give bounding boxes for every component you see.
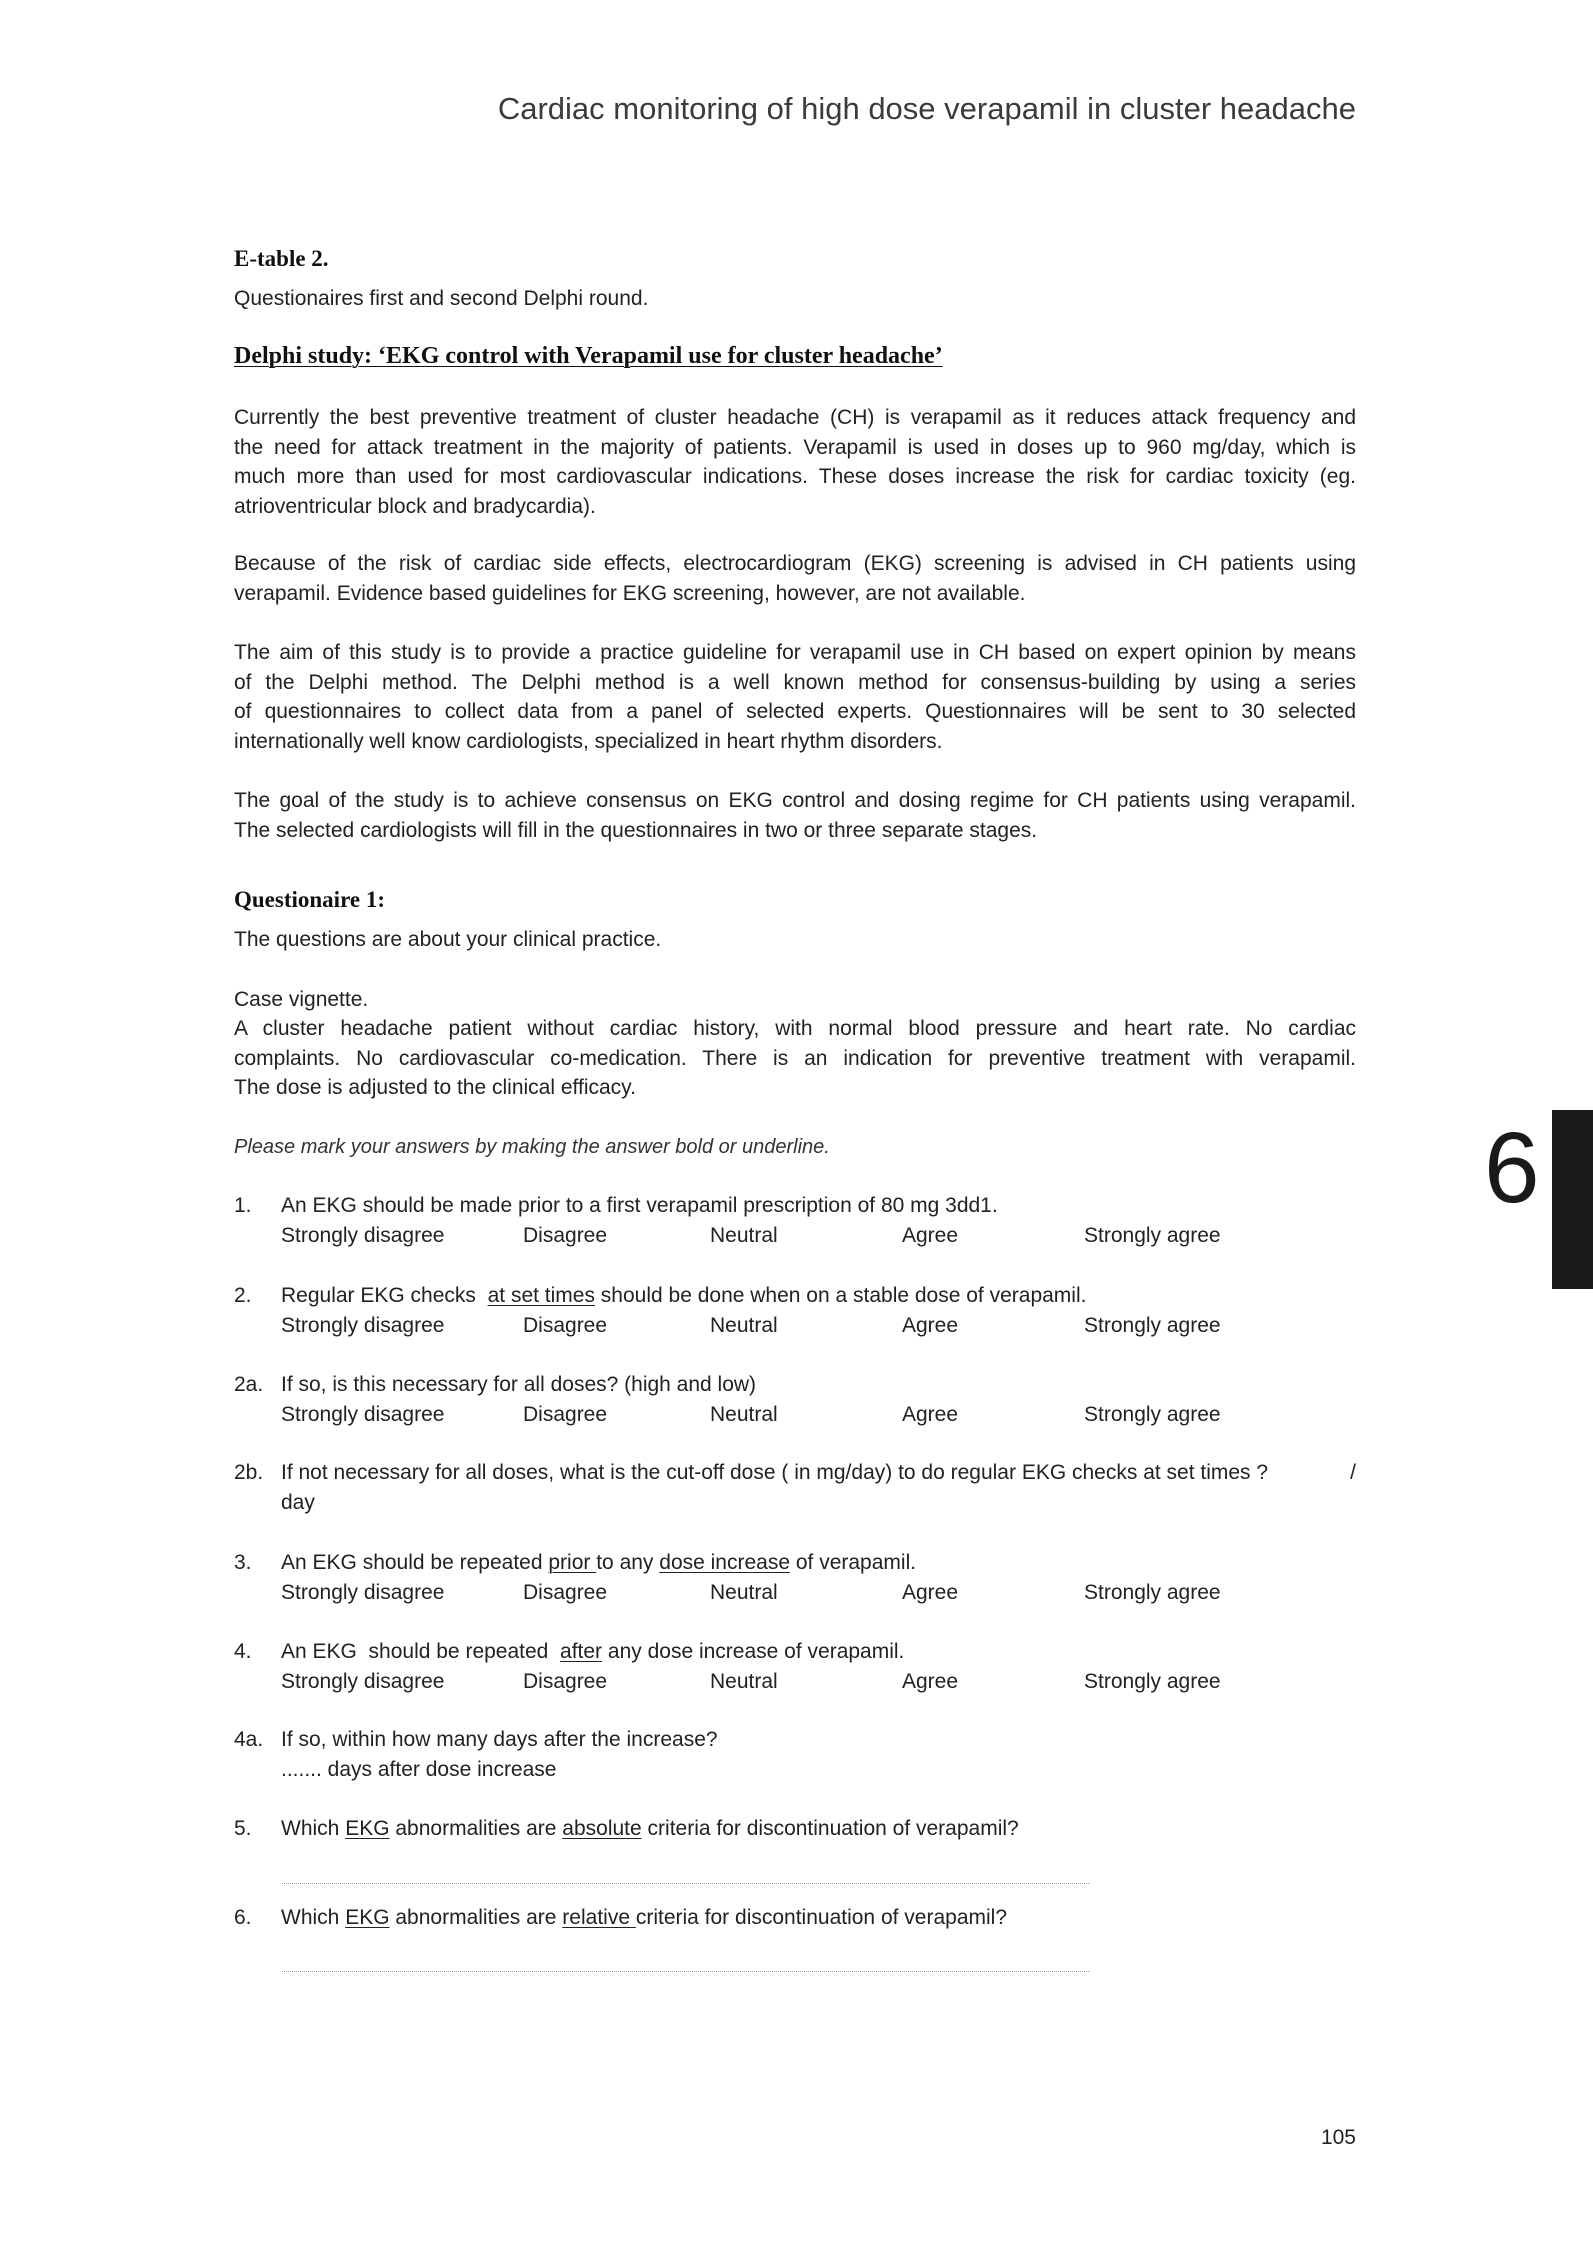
question-content [281, 1548, 1356, 1607]
question-text-part: any dose increase of verapamil. [602, 1640, 905, 1663]
question-text-continued [281, 1488, 1356, 1518]
question-text-part: An EKG should be repeated [281, 1551, 549, 1574]
intro-paragraph-3 [234, 638, 1356, 756]
question-content [281, 1725, 1356, 1784]
question-content [281, 1903, 1356, 1933]
question-text-part: criteria for discontinuation of verapamil? [635, 1906, 1008, 1929]
option-strongly-disagree: Strongly disagree [281, 1402, 445, 1426]
option-strongly-disagree: Strongly disagree [281, 1223, 445, 1247]
likert-scale [281, 1667, 1356, 1697]
paragraph-line: The dose is adjusted to the clinical efficacy. [234, 1076, 636, 1099]
question-2a [234, 1370, 1356, 1430]
paragraph-line: complaints. No cardiovascular co-medication. There is an indication for preventive treatment with verapamil. [234, 1046, 1356, 1070]
answer-line-question-6 [282, 1971, 1089, 1972]
days-answer-text: ....... days after dose increase [281, 1757, 557, 1781]
likert-scale [281, 1400, 1356, 1430]
option-neutral: Neutral [710, 1223, 778, 1247]
question-text [281, 1370, 1356, 1400]
question-text-part: Which [281, 1817, 346, 1840]
paragraph-line: A cluster headache patient without cardiac history, with normal blood pressure and heart rate. No cardiac [234, 1017, 1356, 1040]
option-disagree: Disagree [523, 1669, 608, 1693]
question-text [281, 1458, 1356, 1488]
study-title: Delphi study: ‘EKG control with Verapamil use for cluster headache’ [234, 343, 943, 369]
option-agree: Agree [902, 1669, 959, 1693]
question-text-part: abnormalities are [389, 1906, 563, 1929]
question-text-underlined: after [560, 1640, 603, 1663]
option-strongly-agree: Strongly agree [1084, 1580, 1221, 1604]
question-5 [234, 1814, 1356, 1874]
intro-paragraph-2 [234, 549, 1356, 608]
option-strongly-agree: Strongly agree [1084, 1223, 1221, 1247]
question-3 [234, 1548, 1356, 1608]
question-text-part: of verapamil. [790, 1551, 917, 1574]
paragraph-line: The selected cardiologists will fill in the questionnaires in two or three separate stages. [234, 818, 1038, 842]
paragraph-line: much more than used for most cardiovascular indications. These doses increase the risk for cardiac toxicity (eg. [234, 465, 1356, 488]
question-text-part: to any [596, 1551, 660, 1574]
question-4a [234, 1725, 1356, 1785]
answer-line-question-5 [282, 1883, 1089, 1884]
answer-template [281, 1755, 1356, 1785]
option-strongly-disagree: Strongly disagree [281, 1580, 445, 1604]
question-text-part: If so, is this necessary for all doses? (high and low) [281, 1373, 757, 1396]
question-content [281, 1814, 1356, 1844]
question-2 [234, 1281, 1356, 1341]
option-strongly-agree: Strongly agree [1084, 1669, 1221, 1693]
paragraph-line: verapamil. Evidence based guidelines for EKG screening, however, are not available. [234, 581, 1026, 605]
question-text-part: should be done when on a stable dose of verapamil. [594, 1284, 1087, 1307]
question-text-part: criteria for discontinuation of verapamil? [641, 1817, 1019, 1840]
question-6 [234, 1903, 1356, 1963]
option-agree: Agree [902, 1223, 959, 1247]
option-strongly-agree: Strongly agree [1084, 1402, 1221, 1426]
option-disagree: Disagree [523, 1223, 608, 1247]
questionnaire-heading: Questionaire 1: [234, 887, 385, 912]
paragraph-line: The goal of the study is to achieve consensus on EKG control and dosing regime for CH patients using verapamil. [234, 789, 1356, 812]
question-text-part: An EKG should be repeated [281, 1640, 561, 1663]
question-content [281, 1281, 1356, 1340]
option-neutral: Neutral [710, 1402, 778, 1426]
paragraph-line: The aim of this study is to provide a practice guideline for verapamil use in CH based on expert opinion by means [234, 641, 1356, 664]
question-text-part: Which [281, 1906, 346, 1929]
option-strongly-agree: Strongly agree [1084, 1313, 1221, 1337]
question-text-underlined: prior [548, 1551, 597, 1574]
paragraph-line: atrioventricular block and bradycardia). [234, 494, 596, 518]
question-number: 1. [234, 1194, 252, 1217]
question-text-underlined: relative [562, 1906, 636, 1929]
option-neutral: Neutral [710, 1313, 778, 1337]
question-number: 2b. [234, 1461, 264, 1484]
question-text-part: Regular EKG checks [281, 1284, 488, 1307]
option-strongly-disagree: Strongly disagree [281, 1313, 445, 1337]
paragraph-line: the need for attack treatment in the majority of patients. Verapamil is used in doses up to 960 mg/day, which is [234, 435, 1356, 459]
question-4 [234, 1637, 1356, 1697]
paragraph-line: internationally well know cardiologists, specialized in heart rhythm disorders. [234, 729, 943, 753]
question-text [281, 1637, 1356, 1667]
question-number: 6. [234, 1906, 252, 1929]
question-text-part: abnormalities are [389, 1817, 563, 1840]
questionnaire-subtitle: The questions are about your clinical practice. [234, 928, 662, 951]
unit-day: day [281, 1490, 315, 1514]
option-neutral: Neutral [710, 1669, 778, 1693]
question-content [281, 1370, 1356, 1429]
running-header: Cardiac monitoring of high dose verapamil in cluster headache [497, 91, 1356, 126]
study-title-wrap [234, 341, 1356, 371]
paragraph-line: Because of the risk of cardiac side effects, electrocardiogram (EKG) screening is advised in CH patients using [234, 552, 1356, 575]
question-text-underlined: absolute [562, 1817, 642, 1840]
question-text-underlined: at set times [487, 1284, 595, 1307]
question-number: 3. [234, 1551, 252, 1574]
question-text-part: An EKG should be made prior to a first verapamil prescription of 80 mg 3dd1. [281, 1194, 998, 1217]
option-agree: Agree [902, 1402, 959, 1426]
question-text [281, 1814, 1356, 1844]
option-disagree: Disagree [523, 1402, 608, 1426]
unit-slash: / [1350, 1461, 1356, 1484]
question-text-part: If not necessary for all doses, what is the cut-off dose ( in mg/day) to do regular EKG checks at set times ? [281, 1461, 1269, 1484]
question-number: 5. [234, 1817, 252, 1840]
chapter-number: 6 [1484, 1112, 1540, 1224]
question-number: 4. [234, 1640, 252, 1663]
question-content [281, 1458, 1356, 1517]
question-1 [234, 1191, 1356, 1251]
question-2b [234, 1458, 1356, 1518]
question-text-underlined: dose increase [659, 1551, 791, 1574]
intro-paragraph-1 [234, 403, 1356, 521]
question-text-underlined: EKG [345, 1906, 390, 1929]
question-text-part: If so, within how many days after the increase? [281, 1728, 718, 1751]
case-vignette-label: Case vignette. [234, 988, 369, 1011]
paragraph-line: Currently the best preventive treatment of cluster headache (CH) is verapamil as it reduces attack frequency and [234, 406, 1356, 429]
likert-scale [281, 1221, 1356, 1251]
table-label: E-table 2. [234, 246, 329, 271]
question-text-underlined: EKG [345, 1817, 390, 1840]
question-text [281, 1903, 1356, 1933]
question-number: 2a. [234, 1373, 264, 1396]
option-disagree: Disagree [523, 1313, 608, 1337]
option-disagree: Disagree [523, 1580, 608, 1604]
question-text [281, 1548, 1356, 1578]
question-content [281, 1191, 1356, 1250]
question-text [281, 1281, 1356, 1311]
chapter-tab [1552, 1110, 1593, 1289]
paragraph-line: of the Delphi method. The Delphi method is a well known method for consensus-building by using a series [234, 670, 1356, 694]
question-number: 4a. [234, 1728, 264, 1751]
likert-scale [281, 1311, 1356, 1341]
intro-paragraph-4 [234, 786, 1356, 845]
answer-instruction: Please mark your answers by making the answer bold or underline. [234, 1136, 830, 1158]
likert-scale [281, 1578, 1356, 1608]
case-vignette-text [234, 1014, 1356, 1103]
question-text [281, 1191, 1356, 1221]
question-content [281, 1637, 1356, 1696]
table-caption: Questionaires first and second Delphi round. [234, 287, 649, 310]
question-text [281, 1725, 1356, 1755]
option-neutral: Neutral [710, 1580, 778, 1604]
paragraph-line: of questionnaires to collect data from a panel of selected experts. Questionnaires will be sent to 30 selected [234, 700, 1356, 723]
option-agree: Agree [902, 1580, 959, 1604]
page-number: 105 [1320, 2126, 1356, 2149]
option-strongly-disagree: Strongly disagree [281, 1669, 445, 1693]
option-agree: Agree [902, 1313, 959, 1337]
question-number: 2. [234, 1284, 252, 1307]
